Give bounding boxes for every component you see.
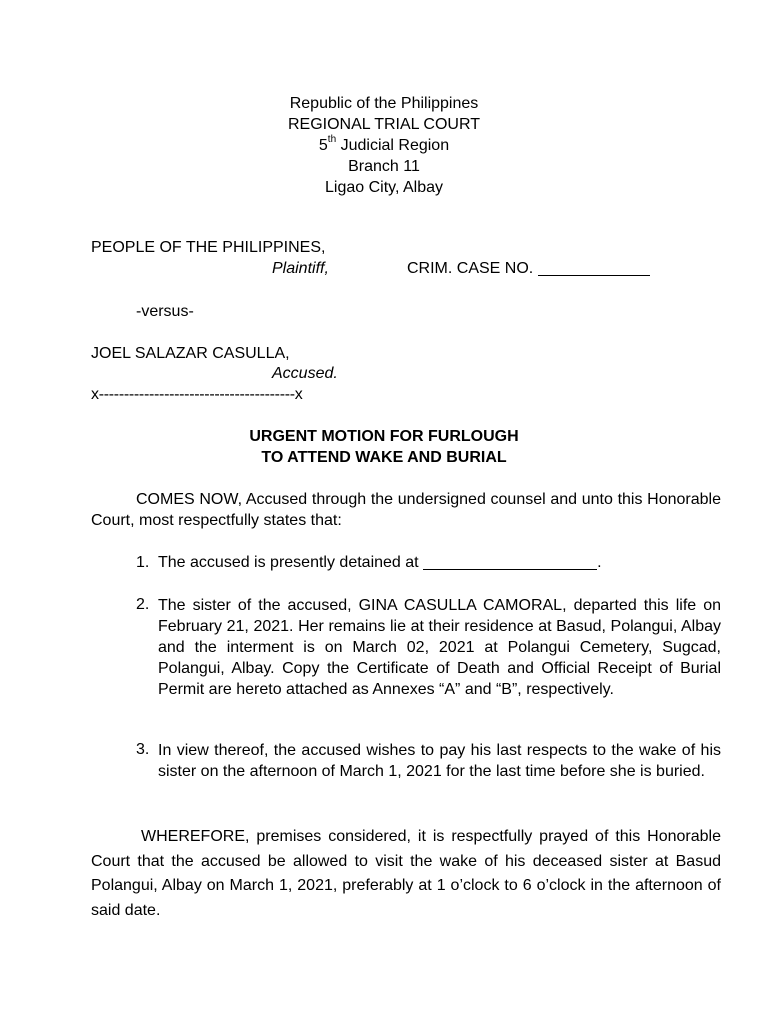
- plaintiff-role: Plaintiff,: [272, 260, 329, 277]
- item-3-number: 3.: [136, 741, 150, 758]
- accused-name: JOEL SALAZAR CASULLA,: [91, 345, 290, 362]
- detention-place-blank: [423, 553, 597, 570]
- city-line: Ligao City, Albay: [325, 179, 443, 196]
- motion-title-line1: URGENT MOTION FOR FURLOUGH: [249, 428, 519, 445]
- versus-label: -versus-: [136, 303, 194, 320]
- court-name: REGIONAL TRIAL COURT: [287, 116, 481, 133]
- item-2-number: 2.: [136, 596, 150, 613]
- item-2-text: The sister of the accused, GINA CASULLA CAMORAL, departed this life on February 21, 2021. Her remains lie at their residence at Basud, Polangui, Albay and the interment is on March 02, 2021 at Polangui Cemetery, Sugcad, Polangui, Albay. Copy the Certificate of Death and Official Receipt of Burial Permit are hereto attached as Annexes “A” and “B”, respectively.: [158, 597, 721, 698]
- prayer-paragraph: WHEREFORE, premises considered, it is respectfully prayed of this Honorable Court that the accused be allowed to visit the wake of his deceased sister at Basud Polangui, Albay on March 1, 2021, preferably at 1 o’clock to 6 o’clock in the afternoon of said date.: [91, 828, 721, 919]
- republic-line: Republic of the Philippines: [289, 95, 479, 112]
- plaintiff-name: PEOPLE OF THE PHILIPPINES,: [91, 239, 326, 256]
- branch-line: Branch 11: [348, 158, 420, 175]
- intro-paragraph: COMES NOW, Accused through the undersigned counsel and unto this Honorable Court, most respectfully states that:: [91, 491, 721, 529]
- caption-separator: x---------------------------------------x: [91, 386, 303, 403]
- court-caption: [0, 94, 768, 199]
- item-1-text: The accused is presently detained at .: [158, 554, 602, 571]
- motion-title-line2: TO ATTEND WAKE AND BURIAL: [261, 449, 507, 466]
- item-1-number: 1.: [136, 554, 150, 571]
- case-number: CRIM. CASE NO.: [407, 259, 650, 280]
- judicial-region: 5th Judicial Region: [318, 133, 450, 154]
- item-3-text: In view thereof, the accused wishes to pay his last respects to the wake of his sister on the afternoon of March 1, 2021 for the last time before she is buried.: [158, 742, 721, 780]
- accused-role: Accused.: [272, 365, 338, 382]
- case-number-blank: [538, 259, 650, 276]
